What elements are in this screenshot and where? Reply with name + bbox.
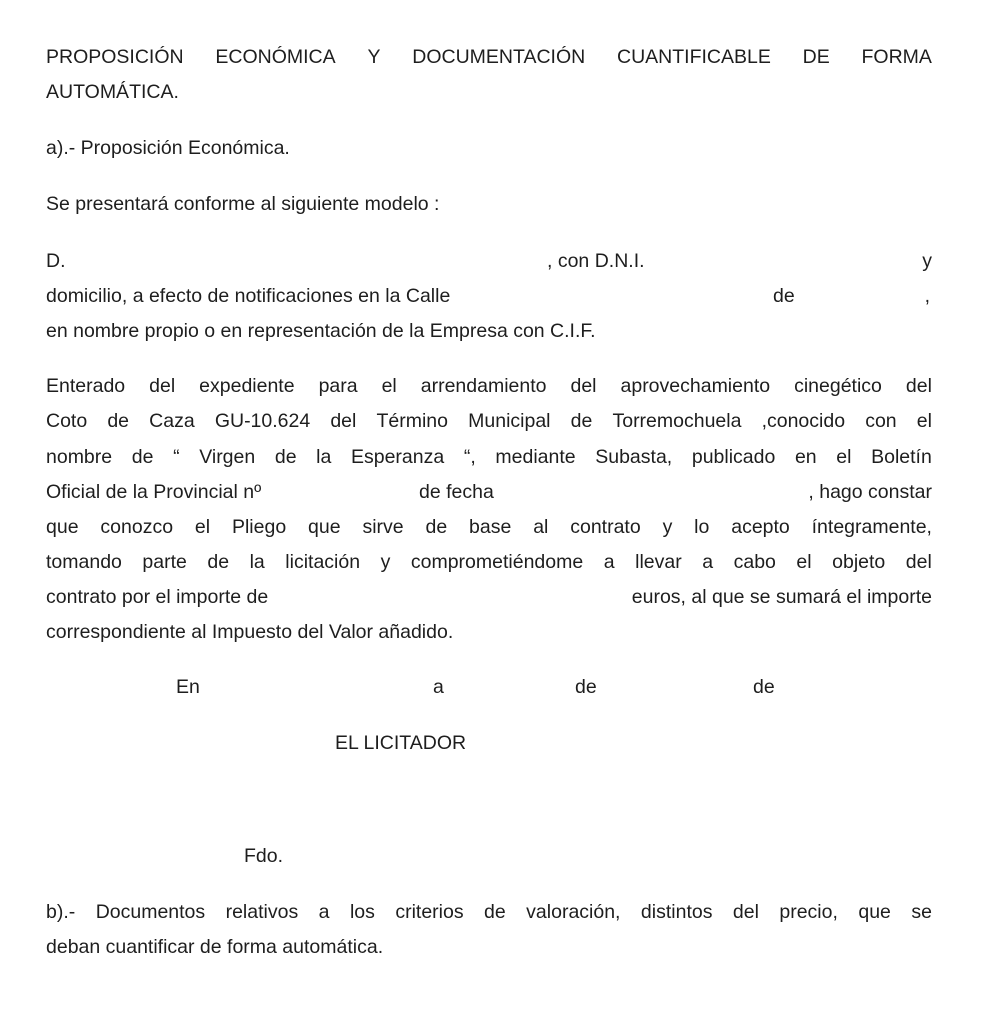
domicilio-label: domicilio, a efecto de notificaciones en la Calle <box>46 285 451 307</box>
word: GU-10.624 <box>214 410 311 432</box>
word: publicado <box>691 446 776 468</box>
word: en <box>794 446 817 468</box>
en-label: En <box>176 676 200 698</box>
licitador-line <box>46 726 932 761</box>
word: de <box>425 516 448 538</box>
word: los <box>349 901 375 923</box>
word: PROPOSICIÓN <box>46 46 184 68</box>
section-b-line-1 <box>46 895 932 930</box>
word: relativos <box>225 901 299 923</box>
word: Pliego <box>231 516 287 538</box>
word: de <box>107 410 130 432</box>
fdo-label: Fdo. <box>244 845 284 867</box>
word: que <box>46 516 79 538</box>
word: que <box>308 516 341 538</box>
word: FORMA <box>861 46 932 68</box>
word: de <box>274 446 297 468</box>
word: al <box>533 516 549 538</box>
word: aprovechamiento <box>620 375 771 397</box>
word: de <box>484 901 506 923</box>
body-line-2 <box>46 404 932 439</box>
word: Documentos <box>95 901 206 923</box>
signature-date-line <box>46 670 932 705</box>
word: el <box>381 375 397 397</box>
word: a <box>318 901 330 923</box>
section-a-title: a).- Proposición Económica. <box>46 137 290 159</box>
euros-label: euros, al que se sumará el importe <box>631 586 932 608</box>
word: mediante <box>495 446 576 468</box>
a-label: a <box>433 676 444 698</box>
body-line-4 <box>46 475 932 510</box>
word: Caza <box>149 410 195 432</box>
identity-line-3: en nombre propio o en representación de la Empresa con C.I.F. <box>46 320 596 342</box>
word: de <box>570 410 593 432</box>
word: CUANTIFICABLE <box>616 46 771 68</box>
word: precio, <box>779 901 838 923</box>
word: sirve <box>362 516 404 538</box>
word: de <box>131 446 154 468</box>
importe-label: contrato por el importe de <box>46 586 269 608</box>
word: Enterado <box>46 375 126 397</box>
word: conozco <box>100 516 174 538</box>
word: y <box>380 551 391 573</box>
body-line-5 <box>46 510 932 545</box>
word: íntegramente, <box>811 516 932 538</box>
word: el <box>916 410 932 432</box>
word: valoración, <box>526 901 621 923</box>
word: tomando <box>46 551 122 573</box>
word: Torremochuela <box>612 410 742 432</box>
heading-line-1 <box>46 40 932 75</box>
section-a-intro: Se presentará conforme al siguiente modelo : <box>46 193 440 215</box>
word: a <box>702 551 714 573</box>
word: “, <box>463 446 476 468</box>
word: lo <box>694 516 710 538</box>
body-line-8: correspondiente al Impuesto del Valor añadido. <box>46 621 454 643</box>
word: que <box>858 901 891 923</box>
comma-label: , <box>924 285 930 307</box>
word: “ <box>173 446 180 468</box>
word: b).- <box>46 901 76 923</box>
word: criterios <box>395 901 464 923</box>
word: licitación <box>285 551 361 573</box>
word: nombre <box>46 446 113 468</box>
word: expediente <box>199 375 295 397</box>
section-b-line-2: deban cuantificar de forma automática. <box>46 936 384 958</box>
word: parte <box>142 551 187 573</box>
identity-line-1 <box>46 244 932 279</box>
word: base <box>469 516 512 538</box>
word: Término <box>376 410 449 432</box>
word: a <box>603 551 615 573</box>
hago-constar-label: , hago constar <box>808 481 932 503</box>
heading-line-2: AUTOMÁTICA. <box>46 81 179 103</box>
word: de <box>207 551 230 573</box>
word: Virgen <box>199 446 256 468</box>
body-line-7 <box>46 580 932 615</box>
word: el <box>796 551 812 573</box>
word: DOCUMENTACIÓN <box>412 46 586 68</box>
y-label: y <box>922 250 932 272</box>
de-label-2: de <box>753 676 775 698</box>
word: del <box>732 901 759 923</box>
word: Municipal <box>468 410 551 432</box>
word: Coto <box>46 410 88 432</box>
word: y <box>662 516 673 538</box>
d-label: D. <box>46 250 66 272</box>
word: contrato <box>570 516 641 538</box>
dni-label: , con D.N.I. <box>547 250 645 272</box>
boletin-label: Oficial de la Provincial nº <box>46 481 262 503</box>
de-label: de <box>773 285 795 307</box>
word: comprometiéndome <box>410 551 584 573</box>
fdo-line <box>46 839 932 874</box>
word: del <box>330 410 357 432</box>
licitador-label: EL LICITADOR <box>335 732 467 754</box>
word: objeto <box>832 551 886 573</box>
word: la <box>316 446 332 468</box>
word: acepto <box>731 516 790 538</box>
word: del <box>149 375 176 397</box>
word: llevar <box>635 551 682 573</box>
word: con <box>865 410 897 432</box>
word: arrendamiento <box>420 375 547 397</box>
identity-line-2 <box>46 279 932 314</box>
word: Subasta, <box>595 446 673 468</box>
word: cinegético <box>794 375 882 397</box>
body-line-1 <box>46 369 932 404</box>
word: para <box>318 375 358 397</box>
word: ,conocido <box>761 410 846 432</box>
word: Y <box>367 46 381 68</box>
word: distintos <box>640 901 713 923</box>
fecha-label: de fecha <box>419 481 494 503</box>
word: Boletín <box>871 446 932 468</box>
word: el <box>836 446 852 468</box>
word: cabo <box>733 551 776 573</box>
word: la <box>249 551 265 573</box>
word: Esperanza <box>350 446 445 468</box>
word: del <box>905 375 932 397</box>
body-line-3 <box>46 440 932 475</box>
de-label-1: de <box>575 676 597 698</box>
word: se <box>911 901 932 923</box>
word: el <box>194 516 211 538</box>
word: del <box>905 551 932 573</box>
body-line-6 <box>46 545 932 580</box>
word: del <box>570 375 597 397</box>
word: DE <box>802 46 830 68</box>
word: ECONÓMICA <box>215 46 336 68</box>
